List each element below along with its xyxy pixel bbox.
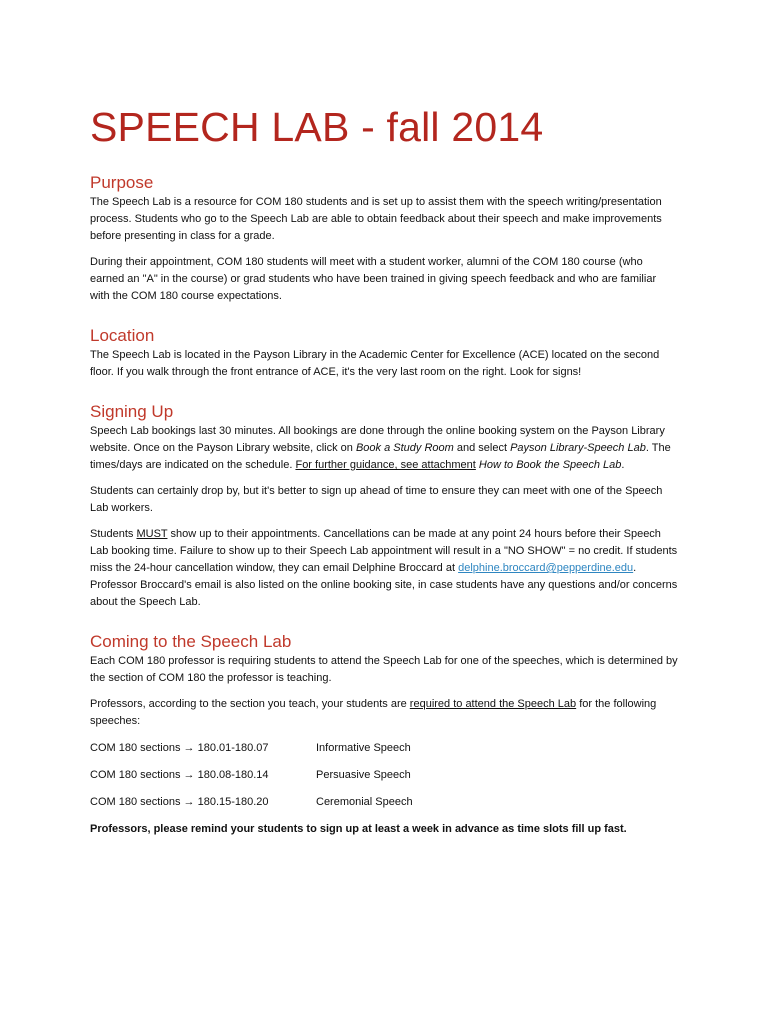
signing-p3-text-b: show up to their appointments. Cancellations can be made at any point 24 hours before their Speech Lab booking time. Failure to show up to their Speech Lab appointment will result in a "NO SHOW" = no credit. If students miss the 24-hour cancellation window, they can email Delphine Broccard at [90,528,678,574]
required-attend-text: required to attend the Speech Lab [409,698,577,710]
signing-p3-text-c: . Professor Broccard's email is also listed on the online booking site, in case students have any questions and/or concerns about the Speech Lab. [90,562,678,608]
coming-p2-text-a: Professors, according to the section you teach, your students are [90,698,410,710]
coming-paragraph-1: Each COM 180 professor is requiring students to attend the Speech Lab for one of the speeches, which is determined by the section of COM 180 the professor is teaching. [90,655,678,684]
signing-heading: Signing Up [90,402,174,421]
location-heading: Location [90,326,155,345]
coming-heading: Coming to the Speech Lab [90,632,292,651]
location-paragraph: The Speech Lab is located in the Payson Library in the Academic Center for Excellence (ACE) located on the second floor. If you walk through the front entrance of ACE, it's the very last room on the right. Look for signs! [90,349,660,378]
speech-row [90,740,678,757]
speech-type: Informative Speech [316,742,411,754]
section-signing-up [90,401,678,611]
speech-row [90,767,678,784]
email-link[interactable]: delphine.broccard@pepperdine.edu [458,562,634,574]
speech-type: Persuasive Speech [316,769,411,781]
professor-reminder-note: Professors, please remind your students to sign up at least a week in advance as time slots fill up fast. [90,823,627,835]
further-guidance-text: For further guidance, see attachment [295,459,476,471]
coming-paragraph-2 [90,696,678,730]
coming-p2-text-b: for the following speeches: [90,698,657,727]
how-to-book-text: How to Book the Speech Lab [478,459,622,471]
must-text: MUST [136,528,168,540]
purpose-paragraph-1: The Speech Lab is a resource for COM 180 students and is set up to assist them with the speech writing/presentation process. Students who go to the Speech Lab are able to obtain feedback about their speech and make improvements before presenting in class for a grade. [90,196,662,242]
signing-p3-text-a: Students [90,528,137,540]
signing-text-c: . The times/days are indicated on the schedule. [90,442,671,471]
page-title: SPEECH LAB - fall 2014 [90,104,544,150]
payson-speech-lab-text: Payson Library-Speech Lab [510,442,646,454]
signing-text-e: . [621,459,625,471]
section-location [90,325,678,381]
book-study-room-text: Book a Study Room [355,442,454,454]
sections-range: COM 180 sections → 180.15-180.20 [90,796,269,808]
speech-type: Ceremonial Speech [316,796,413,808]
speech-row [90,794,678,811]
signing-text-a: Speech Lab bookings last 30 minutes. All bookings are done through the online booking system on the Payson Library website. Once on the Payson Library website, click on [90,425,665,454]
sections-range: COM 180 sections → 180.01-180.07 [90,742,269,754]
signing-text-b: and select [453,442,511,454]
section-coming-to-lab [90,631,678,838]
purpose-heading: Purpose [90,173,154,192]
signing-paragraph-2: Students can certainly drop by, but it's better to sign up ahead of time to ensure they can meet with one of the Speech Lab workers. [90,485,663,514]
sections-range: COM 180 sections → 180.08-180.14 [90,769,269,781]
purpose-paragraph-2: During their appointment, COM 180 students will meet with a student worker, alumni of the COM 180 course (who earned an "A" in the course) or grad students who have been trained in giving speech feedback and who are familiar with the COM 180 course expectations. [90,256,657,302]
section-purpose [90,172,678,305]
signing-paragraph-3 [90,526,678,611]
signing-paragraph-1 [90,423,678,474]
